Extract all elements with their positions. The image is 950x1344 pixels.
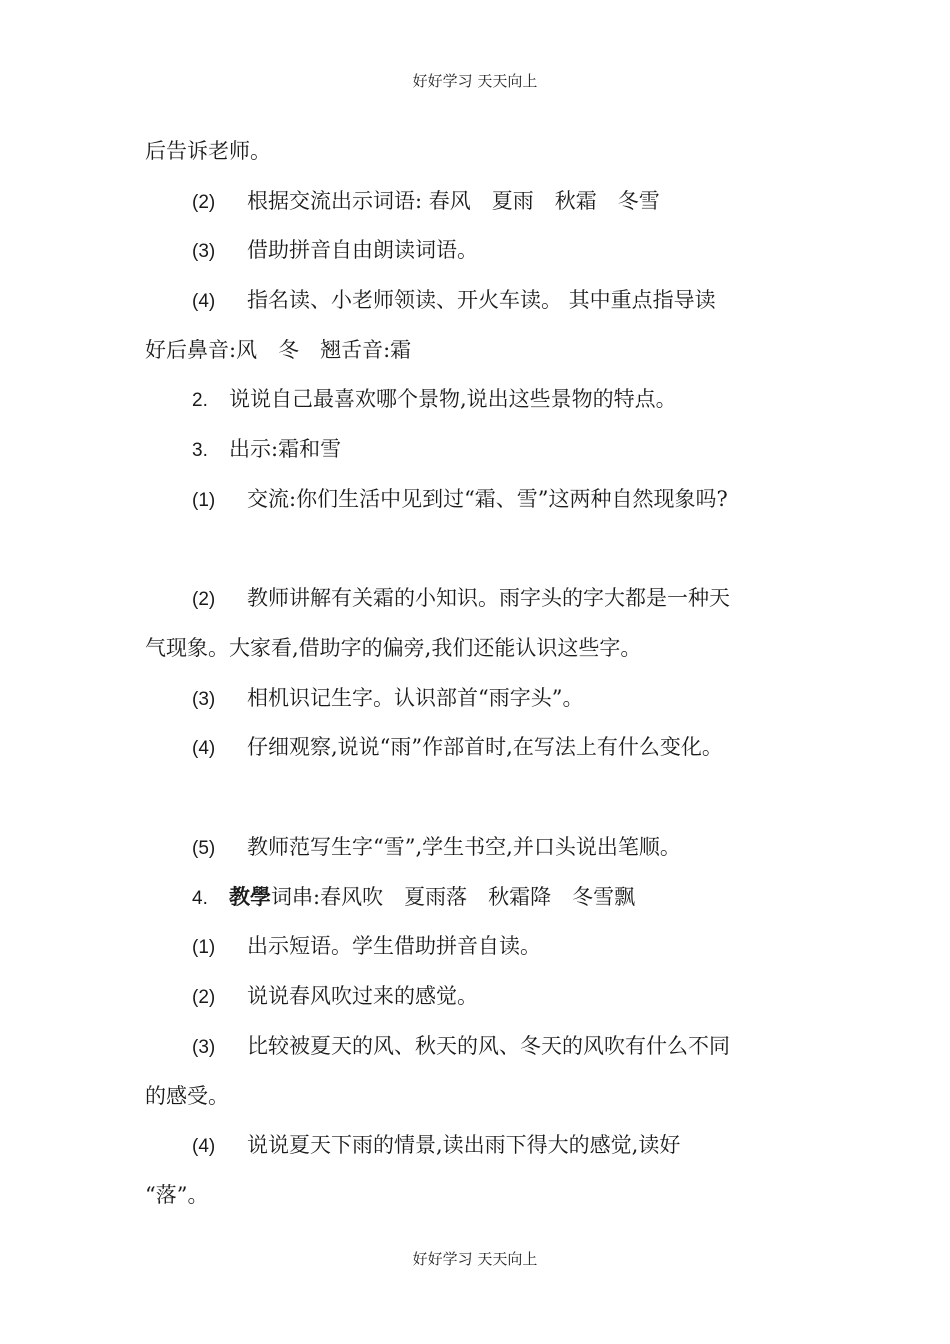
item-number: (4) xyxy=(192,1136,216,1157)
item-text: 出示短语。学生借助拼音自读。 xyxy=(247,934,541,958)
item-number: (2) xyxy=(192,589,216,610)
item-text: 说说自己最喜欢哪个景物,说出这些景物的特点。 xyxy=(229,387,677,411)
item-text: 根据交流出示词语: 春风 夏雨 秋霜 冬雪 xyxy=(247,189,660,213)
item-text: 仔细观察,说说“雨”作部首时,在写法上有什么变化。 xyxy=(247,735,723,759)
page-header: 好好学习 天天向上 xyxy=(412,72,538,90)
list-item xyxy=(192,236,478,266)
item-text: 借助拼音自由朗读词语。 xyxy=(247,238,478,262)
list-item xyxy=(192,833,681,863)
list-item xyxy=(192,385,677,415)
list-item xyxy=(192,584,730,614)
item-text: 说说夏天下雨的情景,读出雨下得大的感觉,读好 xyxy=(247,1133,681,1157)
list-item xyxy=(192,187,660,217)
page-footer: 好好学习 天天向上 xyxy=(412,1250,538,1268)
item-text: 比较被夏天的风、秋天的风、冬天的风吹有什么不同 xyxy=(247,1034,730,1058)
item-number: 2. xyxy=(192,390,208,411)
text-line: 后告诉老师。 xyxy=(145,139,271,163)
list-item xyxy=(192,1131,680,1161)
item-number: (3) xyxy=(192,1037,216,1058)
item-number: (1) xyxy=(192,937,216,958)
text-line: “落”。 xyxy=(145,1183,209,1207)
item-text: 教师范写生字“雪”,学生书空,并口头说出笔顺。 xyxy=(247,835,681,859)
list-item xyxy=(192,982,478,1012)
text-line: 气现象。大家看,借助字的偏旁,我们还能认识这些字。 xyxy=(145,636,642,660)
item-number: (4) xyxy=(192,291,216,312)
text-line: 的感受。 xyxy=(145,1084,229,1108)
item-text: 说说春风吹过来的感觉。 xyxy=(247,984,478,1008)
list-item xyxy=(192,435,341,465)
item-number: 4. xyxy=(192,888,208,909)
list-item xyxy=(192,286,716,316)
item-text: 交流:你们生活中见到过“霜、雪”这两种自然现象吗? xyxy=(247,487,728,511)
item-number: (2) xyxy=(192,987,216,1008)
text-line: 好后鼻音:风 冬 翘舌音:霜 xyxy=(145,338,412,362)
list-item xyxy=(192,883,635,913)
item-text: 词串:春风吹 夏雨落 秋霜降 冬雪飘 xyxy=(271,885,636,909)
list-item xyxy=(192,733,723,763)
list-item xyxy=(192,684,583,714)
item-number: (5) xyxy=(192,838,216,859)
item-number: (3) xyxy=(192,241,216,262)
item-number: (2) xyxy=(192,192,216,213)
item-number: (3) xyxy=(192,689,216,710)
list-item xyxy=(192,1032,730,1062)
item-text: 相机识记生字。认识部首“雨字头”。 xyxy=(247,686,584,710)
item-number: 3. xyxy=(192,440,208,461)
list-item xyxy=(192,485,728,515)
item-text: 教师讲解有关霜的小知识。雨字头的字大都是一种天 xyxy=(247,586,730,610)
list-item xyxy=(192,932,541,962)
bold-term: 教學 xyxy=(229,885,271,909)
item-number: (1) xyxy=(192,490,216,511)
item-text: 指名读、小老师领读、开火车读。 其中重点指导读 xyxy=(247,288,716,312)
item-text: 出示:霜和雪 xyxy=(229,437,342,461)
item-number: (4) xyxy=(192,738,216,759)
